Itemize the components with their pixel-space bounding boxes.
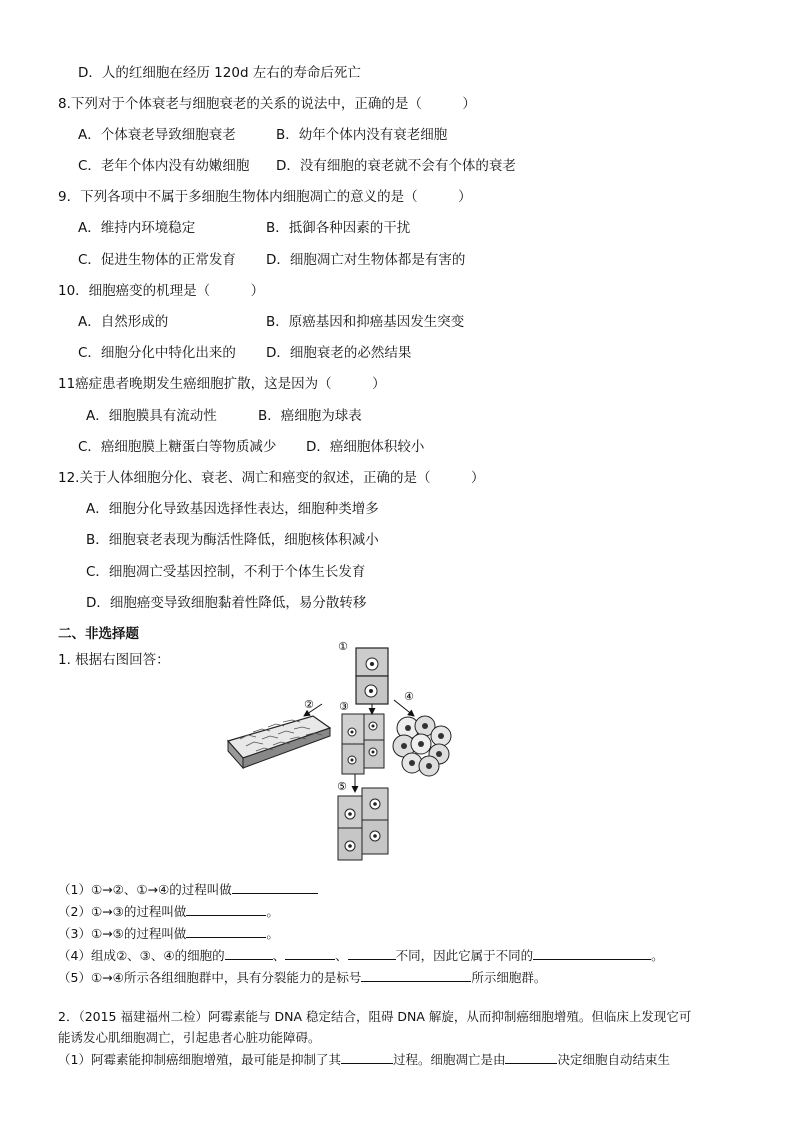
p1-sub5-text: （5）①→④所示各组细胞群中，具有分裂能力的是标号 bbox=[58, 970, 362, 985]
p1-sub1 bbox=[58, 880, 318, 899]
p1-sub3 bbox=[58, 924, 279, 943]
q11-option-c: C．癌细胞膜上糖蛋白等物质减少 bbox=[78, 439, 277, 455]
q8-stem: 8.下列对于个体衰老与细胞衰老的关系的说法中，正确的是（ ） bbox=[58, 96, 476, 112]
answer-blank-p2-1[interactable] bbox=[341, 1050, 393, 1064]
answer-blank-3[interactable] bbox=[186, 924, 266, 938]
q12-option-b: B．细胞衰老表现为酶活性降低，细胞核体积减小 bbox=[86, 532, 379, 548]
p1-sub5-end: 所示细胞群。 bbox=[471, 970, 547, 985]
q11-option-d: D．癌细胞体积较小 bbox=[306, 439, 425, 455]
p2-line3 bbox=[58, 1050, 670, 1069]
label-4: ④ bbox=[404, 690, 414, 703]
q9-option-c: C．促进生物体的正常发育 bbox=[78, 252, 236, 268]
p1-sub1-text: （1）①→②、①→④的过程叫做 bbox=[58, 882, 232, 897]
q9-option-b: B．抵御各种因素的干扰 bbox=[266, 220, 411, 236]
q12-option-d: D．细胞癌变导致细胞黏着性降低，易分散转移 bbox=[86, 595, 367, 611]
p2-line3-end: 决定细胞自动结束生 bbox=[557, 1052, 670, 1067]
answer-blank-4c[interactable] bbox=[348, 946, 396, 960]
p2-line1: 2．（2015 福建福州二检）阿霉素能与 DNA 稳定结合，阻碍 DNA 解旋，从而抑制癌细胞增殖。但临床上发现它可 bbox=[58, 1009, 692, 1024]
cell-group-3 bbox=[342, 714, 384, 774]
q11-option-a: A．细胞膜具有流动性 bbox=[86, 408, 217, 424]
q8-option-d: D．没有细胞的衰老就不会有个体的衰老 bbox=[276, 158, 516, 174]
q8-option-a: A．个体衰老导致细胞衰老 bbox=[78, 127, 236, 143]
q12-option-a: A．细胞分化导致基因选择性表达，细胞种类增多 bbox=[86, 501, 379, 517]
section-title: 二、非选择题 bbox=[58, 626, 139, 642]
p1-sub2-text: （2）①→③的过程叫做 bbox=[58, 904, 187, 919]
q9-option-d: D．细胞凋亡对生物体都是有害的 bbox=[266, 252, 466, 268]
q12-option-c: C．细胞凋亡受基因控制，不利于个体生长发育 bbox=[86, 564, 366, 580]
cell-group-5 bbox=[338, 788, 388, 860]
answer-blank-5[interactable] bbox=[361, 968, 471, 982]
p1-sub2-end: 。 bbox=[266, 904, 279, 919]
p1-sub4 bbox=[58, 946, 664, 965]
q10-option-c: C．细胞分化中特化出来的 bbox=[78, 345, 236, 361]
p2-line3-text: （1）阿霉素能抑制癌细胞增殖，最可能是抑制了其 bbox=[58, 1052, 341, 1067]
q9-stem: 9．下列各项中不属于多细胞生物体内细胞凋亡的意义的是（ ） bbox=[58, 189, 472, 205]
cell-differentiation-figure bbox=[218, 636, 468, 866]
p1-sub4-mid: 不同，因此它属于不同的 bbox=[395, 948, 534, 963]
cell-group-4 bbox=[393, 716, 451, 776]
p1-sub2 bbox=[58, 902, 279, 921]
q7-option-d: D．人的红细胞在经历 120d 左右的寿命后死亡 bbox=[78, 65, 361, 81]
cell-group-2 bbox=[228, 716, 330, 768]
p1-sub3-text: （3）①→⑤的过程叫做 bbox=[58, 926, 187, 941]
label-5: ⑤ bbox=[337, 780, 347, 793]
answer-blank-4d[interactable] bbox=[533, 946, 651, 960]
p1-sub3-end: 。 bbox=[266, 926, 279, 941]
cell-group-1 bbox=[356, 648, 388, 704]
answer-blank-1[interactable] bbox=[232, 880, 318, 894]
q9-option-a: A．维持内环境稳定 bbox=[78, 220, 196, 236]
q10-option-b: B．原癌基因和抑癌基因发生突变 bbox=[266, 314, 465, 330]
label-3: ③ bbox=[339, 700, 349, 713]
answer-blank-p2-2[interactable] bbox=[505, 1050, 557, 1064]
q10-option-d: D．细胞衰老的必然结果 bbox=[266, 345, 412, 361]
q10-option-a: A．自然形成的 bbox=[78, 314, 169, 330]
q8-option-b: B．幼年个体内没有衰老细胞 bbox=[276, 127, 448, 143]
answer-blank-4a[interactable] bbox=[225, 946, 273, 960]
p1-sub4-text: （4）组成②、③、④的细胞的 bbox=[58, 948, 225, 963]
label-2: ② bbox=[304, 698, 314, 711]
p1-stem: 1. 根据右图回答： bbox=[58, 652, 170, 668]
q11-stem: 11癌症患者晚期发生癌细胞扩散，这是因为（ ） bbox=[58, 376, 386, 392]
q12-stem: 12.关于人体细胞分化、衰老、凋亡和癌变的叙述，正确的是（ ） bbox=[58, 470, 485, 486]
p1-sub4-sep2: 、 bbox=[335, 948, 348, 963]
p1-sub4-sep1: 、 bbox=[272, 948, 286, 963]
p2-line3-mid: 过程。细胞凋亡是由 bbox=[392, 1052, 506, 1067]
q8-option-c: C．老年个体内没有幼嫩细胞 bbox=[78, 158, 250, 174]
q11-option-b: B．癌细胞为球表 bbox=[258, 408, 362, 424]
answer-blank-4b[interactable] bbox=[285, 946, 335, 960]
q10-stem: 10．细胞癌变的机理是（ ） bbox=[58, 283, 265, 299]
p1-sub5 bbox=[58, 968, 546, 987]
p1-sub4-end: 。 bbox=[651, 948, 664, 963]
answer-blank-2[interactable] bbox=[186, 902, 266, 916]
p2-line2: 能诱发心肌细胞凋亡，引起患者心脏功能障碍。 bbox=[58, 1030, 321, 1045]
label-1: ① bbox=[338, 640, 348, 653]
